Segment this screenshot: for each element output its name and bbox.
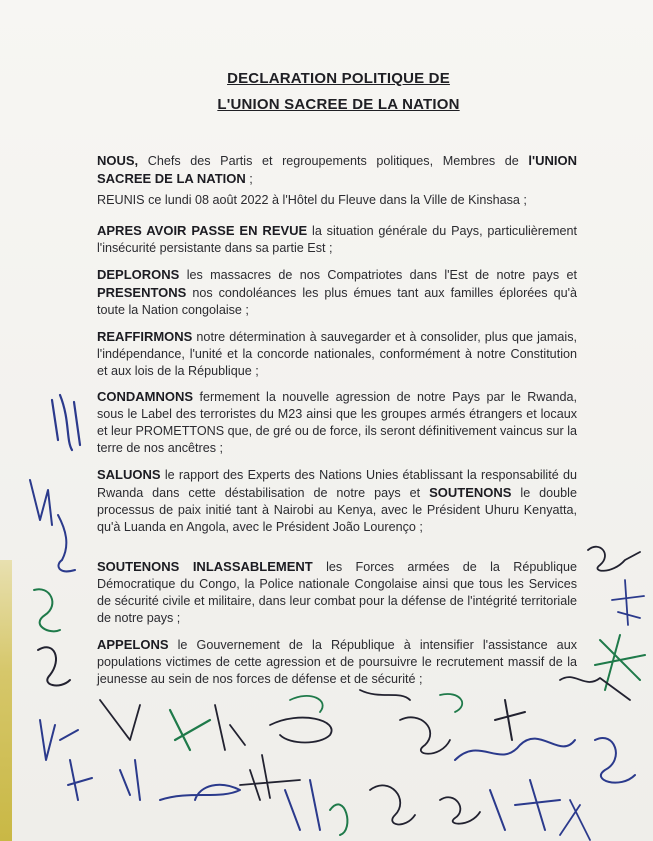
paragraph-deplorons: DEPLORONS les massacres de nos Compatriotes dans l'Est de notre pays et PRESENTONS nos condoléances les plus émues tant aux familles éplorées qu'à toute la Nation congolaise ; — [97, 267, 577, 317]
paragraph-reaffirmons: REAFFIRMONS notre détermination à sauvegarder et à consolider, plus que jamais, l'indépendance, l'unité et la concorde nationales, conformément à notre Constitution et aux lois de la République ; — [97, 329, 577, 378]
paragraph-appelons: APPELONS le Gouvernement de la République à intensifier l'assistance aux populations victimes de cette agression et de poursuivre le recrutement massif de la jeunesse au sein de nos forces de défense et de sécurité ; — [97, 637, 577, 686]
paragraph-condamnons: CONDAMNONS fermement la nouvelle agression de notre Pays par le Rwanda, sous le Label des terroristes du M23 ainsi que les groupes armés étrangers et locaux et leur PROMETTONS que, de gré ou de force, ils seront définitivement vaincus sur la terre de nos ancêtres ; — [97, 389, 577, 455]
paragraph-reunis: REUNIS ce lundi 08 août 2022 à l'Hôtel du Fleuve dans la Ville de Kinshasa ; — [97, 193, 527, 207]
document-title-line1: DECLARATION POLITIQUE DE — [227, 70, 450, 87]
document-title-line2: L'UNION SACREE DE LA NATION — [217, 96, 460, 113]
paragraph-soutenons-inlassablement: SOUTENONS INLASSABLEMENT les Forces armées de la République Démocratique du Congo, la Police nationale Congolaise ainsi que tous les Services de sécurité civile et militaire, dans leur combat pour la défense de l'intégrité territoriale de notre pays ; — [97, 559, 578, 625]
paragraph-saluons: SALUONS le rapport des Experts des Nations Unies établissant la responsabilité du Rwanda dans cette déstabilisation de notre pays et SOUTENONS le double processus de paix initié tant à Nairobi au Kenya, avec le Président Uhuru Kenyatta, qu'à Luanda en Angola, avec le Président João Lourenço ; — [97, 467, 577, 534]
background-strip — [0, 560, 12, 841]
paragraph-nous: NOUS, Chefs des Partis et regroupements politiques, Membres de l'UNION SACREE DE LA NATION ; — [97, 153, 577, 186]
paragraph-apres-avoir: APRES AVOIR PASSE EN REVUE la situation générale du Pays, particulièrement l'insécurité persistante dans sa partie Est ; — [97, 223, 577, 255]
